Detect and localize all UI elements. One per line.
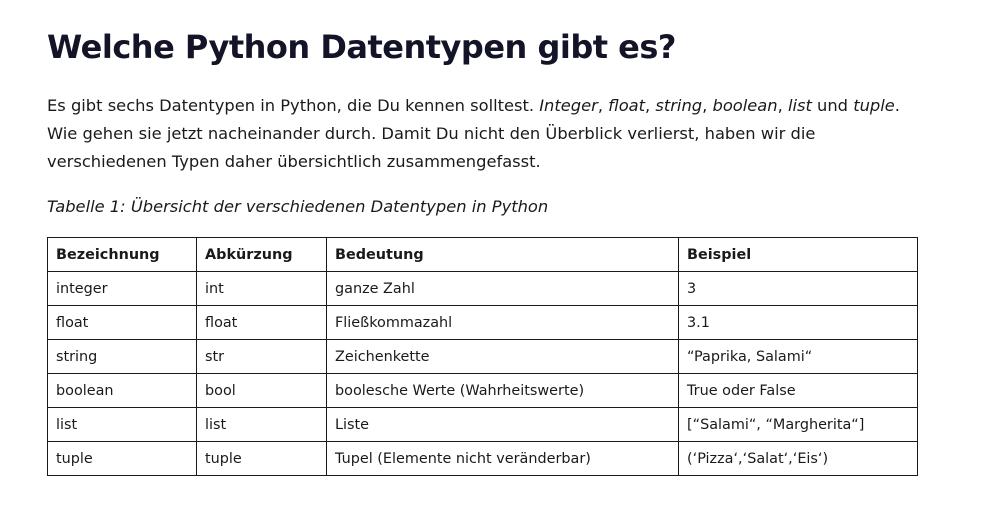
- intro-text-start: Es gibt sechs Datentypen in Python, die Du kennen solltest.: [47, 96, 540, 115]
- cell-abkuerzung: str: [197, 340, 327, 374]
- cell-bezeichnung: tuple: [48, 442, 197, 476]
- table-row: [48, 374, 918, 408]
- header-beispiel: Beispiel: [679, 238, 918, 272]
- type-tuple: tuple: [853, 96, 895, 115]
- cell-beispiel: 3: [679, 272, 918, 306]
- cell-bedeutung: Liste: [327, 408, 679, 442]
- type-string: string: [655, 96, 703, 115]
- cell-bezeichnung: integer: [48, 272, 197, 306]
- conjunction: und: [811, 96, 854, 115]
- cell-abkuerzung: tuple: [197, 442, 327, 476]
- page-title: Welche Python Datentypen gibt es?: [47, 28, 676, 66]
- table-row: [48, 272, 918, 306]
- type-float: float: [608, 96, 646, 115]
- table-row: [48, 442, 918, 476]
- table-header-row: [48, 238, 918, 272]
- separator: ,: [702, 96, 713, 115]
- cell-bedeutung: boolesche Werte (Wahrheitswerte): [327, 374, 679, 408]
- cell-bedeutung: Tupel (Elemente nicht veränderbar): [327, 442, 679, 476]
- table-row: [48, 306, 918, 340]
- cell-abkuerzung: int: [197, 272, 327, 306]
- cell-beispiel: 3.1: [679, 306, 918, 340]
- cell-bezeichnung: float: [48, 306, 197, 340]
- cell-bezeichnung: string: [48, 340, 197, 374]
- separator: ,: [777, 96, 788, 115]
- table-caption: Tabelle 1: Übersicht der verschiedenen Datentypen in Python: [47, 197, 549, 216]
- type-boolean: boolean: [712, 96, 778, 115]
- separator: ,: [597, 96, 609, 115]
- header-bezeichnung: Bezeichnung: [48, 238, 197, 272]
- cell-bezeichnung: boolean: [48, 374, 197, 408]
- table-row: [48, 340, 918, 374]
- cell-bedeutung: ganze Zahl: [327, 272, 679, 306]
- cell-abkuerzung: list: [197, 408, 327, 442]
- cell-beispiel: “Paprika, Salami“: [679, 340, 918, 374]
- type-list: list: [787, 96, 812, 115]
- cell-beispiel: True oder False: [679, 374, 918, 408]
- table-row: [48, 408, 918, 442]
- intro-paragraph: [47, 92, 917, 176]
- separator: ,: [645, 96, 656, 115]
- cell-bezeichnung: list: [48, 408, 197, 442]
- header-abkuerzung: Abkürzung: [197, 238, 327, 272]
- cell-beispiel: (‘Pizza‘,‘Salat‘,‘Eis‘): [679, 442, 918, 476]
- type-integer: Integer: [539, 96, 598, 115]
- cell-abkuerzung: bool: [197, 374, 327, 408]
- cell-abkuerzung: float: [197, 306, 327, 340]
- cell-beispiel: [“Salami“, “Margherita“]: [679, 408, 918, 442]
- cell-bedeutung: Fließkommazahl: [327, 306, 679, 340]
- datatypes-table: [47, 237, 918, 476]
- intro-text-end: . Wie gehen sie jetzt nacheinander durch. Damit Du nicht den Überblick verlierst, haben wir die verschiedenen Typen daher übersichtlich zusammengefasst.: [47, 96, 900, 171]
- cell-bedeutung: Zeichenkette: [327, 340, 679, 374]
- header-bedeutung: Bedeutung: [327, 238, 679, 272]
